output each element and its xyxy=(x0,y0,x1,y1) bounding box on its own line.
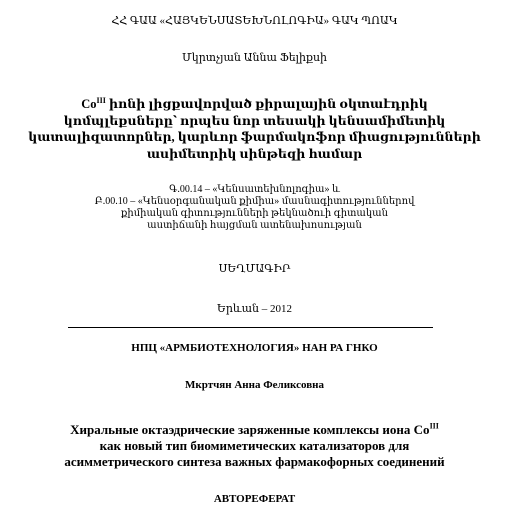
city-year-armenian: Երևան – 2012 xyxy=(216,303,293,315)
title-russian-line-3: асимметрического синтеза важных фармакофорных соединений xyxy=(64,454,445,469)
header-armenian: ՀՀ ԳԱԱ «ՀԱՅԿԵՆՍԱՏԵԽՆՈԼՈԳԻԱ» ԳԱԿ ՊՈԱԿ xyxy=(111,15,398,27)
specialty-line-4: աստիճանի հայցման ատենախոսության xyxy=(147,220,362,231)
specialty-armenian xyxy=(0,184,509,232)
specialty-line-2: Բ.00.10 – «Կենսօրգանական քիմիա» մասնագիտություններով xyxy=(94,196,415,207)
title-russian-line-2: как новый тип биомиметических катализаторов для xyxy=(99,438,410,453)
specialty-line-3: քիմիական գիտությունների թեկնածուի գիտական xyxy=(121,208,388,219)
title-russian-line-1: Хиральные октаэдрические заряженные комплексы иона $Co^{III}$ xyxy=(70,421,439,437)
abstract-label-russian: АВТОРЕФЕРАТ xyxy=(213,493,296,505)
divider-line xyxy=(68,327,433,328)
author-armenian: Մկրտչյան Աննա Ֆելիքսի xyxy=(181,52,328,64)
abstract-label-armenian: ՍԵՂՄԱԳԻՐ xyxy=(218,263,291,275)
title-armenian xyxy=(0,96,509,162)
specialty-line-1: Գ.00.14 – «Կենսատեխնոլոգիա» և xyxy=(169,184,340,195)
title-armenian-line-4: ասիմետրիկ սինթեզի համար xyxy=(146,146,363,161)
header-russian: НПЦ «АРМБИОТЕХНОЛОГИЯ» НАН РА ГНКО xyxy=(131,342,378,354)
title-russian xyxy=(0,422,509,470)
author-russian: Мкртчян Анна Феликсовна xyxy=(185,379,324,391)
title-armenian-line-1: $Co^{III}$ իոնի լիցքավորված քիրալային օկտաէդրիկ xyxy=(81,95,428,111)
title-armenian-line-2: կոմպլեքսները՝ որպես նոր տեսակի կենսամիմետիկ xyxy=(63,113,446,128)
title-armenian-line-3: կատալիզատորներ, կարևոր ֆարմակոֆոր միացությունների xyxy=(28,130,481,144)
